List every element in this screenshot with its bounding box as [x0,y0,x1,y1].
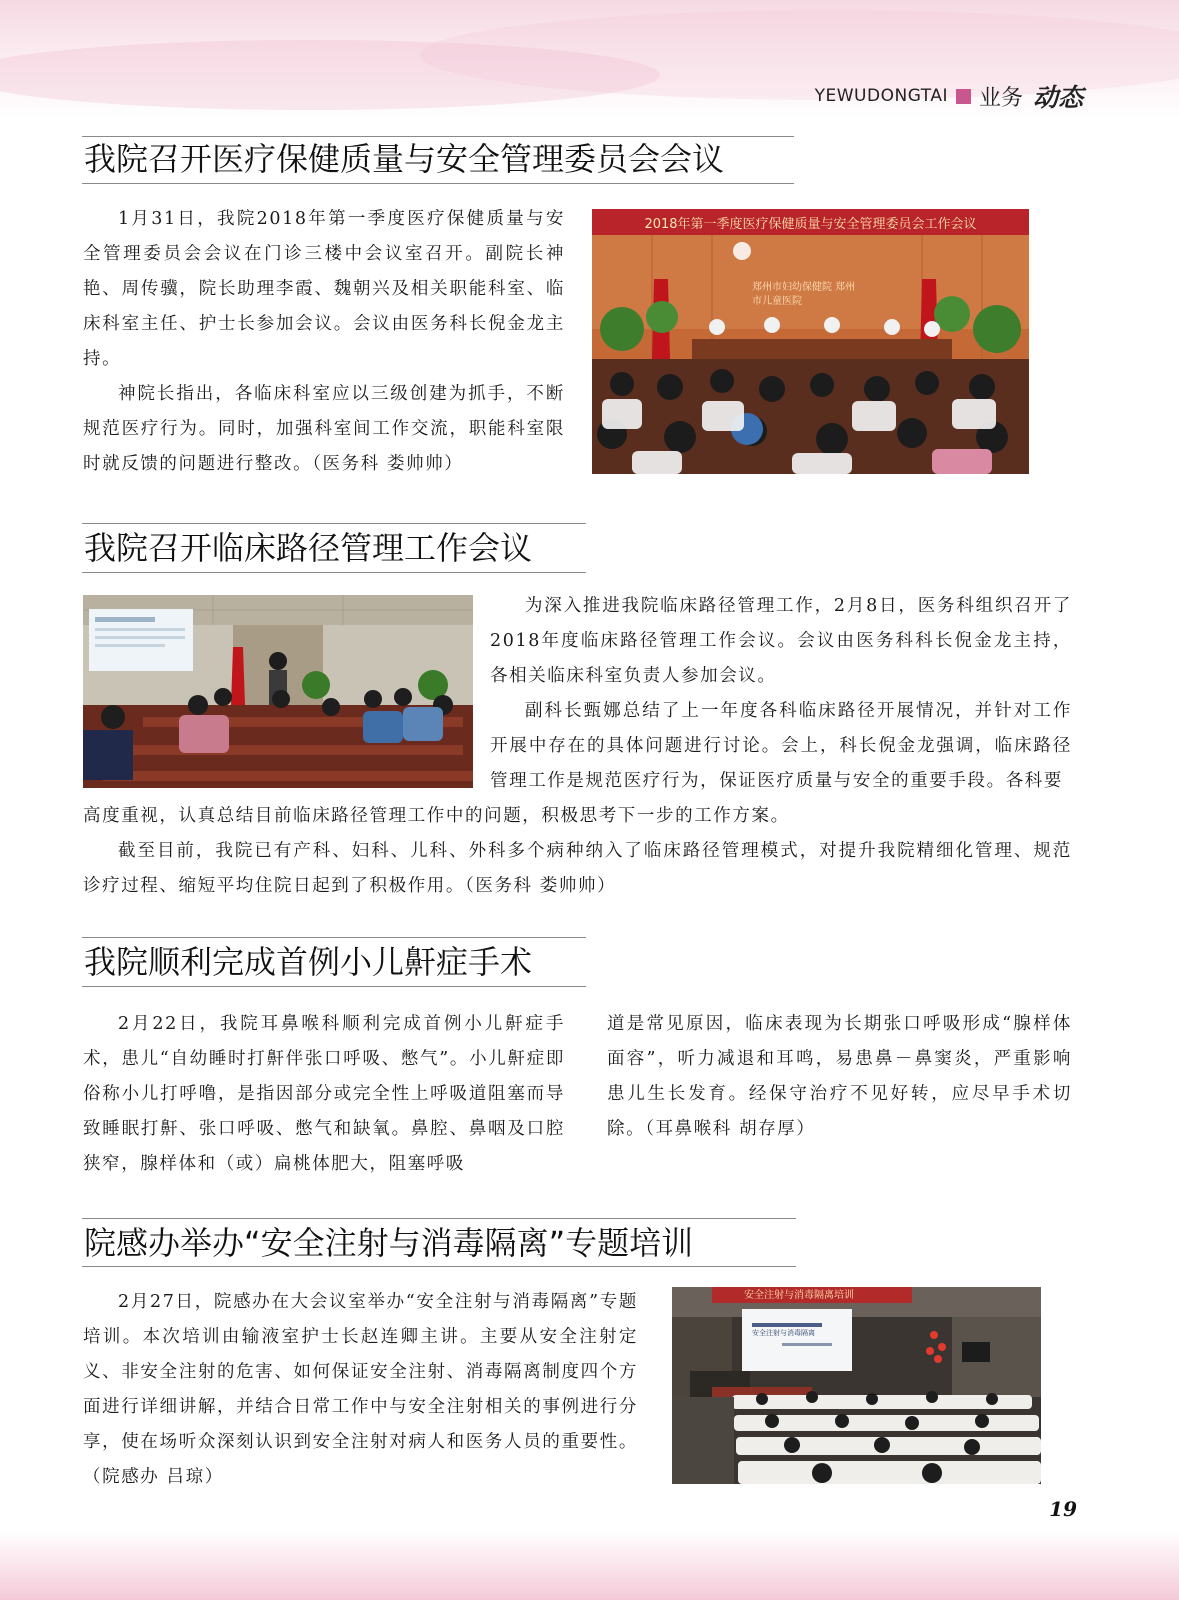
article-1-paragraph-2: 神院长指出，各临床科室应以三级创建为抓手，不断规范医疗行为。同时，加强科室间工作交流，职能科室限时就反馈的问题进行整改。（医务科 娄帅帅） [83,384,565,474]
article-1-rule-bottom [82,183,794,184]
section-header-chinese-a: 业务 [978,85,1023,111]
article-4-paragraph-1: 2月27日，院感办在大会议室举办“安全注射与消毒隔离”专题培训。本次培训由输液室护士长赵连卿主讲。主要从安全注射定义、非安全注射的危害、如何保证安全注射、消毒隔离制度四个方面进行详细讲解，并结合日常工作中与安全注射相关的事例进行分享，使在场听众深刻认识到安全注射对病人和医务人员的重要性。（院感办 吕琼） [83,1292,638,1487]
meeting-room-photo-image [83,595,473,788]
article-3-title: 我院顺利完成首例小儿鼾症手术 [84,943,533,981]
article-1-rule-top [82,136,794,137]
article-3-column-1: 2月22日，我院耳鼻喉科顺利完成首例小儿鼾症手术，患儿“自幼睡时打鼾伴张口呼吸、憋气”。小儿鼾症即俗称小儿打呼噜，是指因部分或完全性上呼吸道阻塞而导致睡眠打鼾、张口呼吸、憋气和缺氧。鼻腔、鼻咽及口腔狭窄，腺样体和（或）扁桃体肥大，阻塞呼吸 [83,1014,565,1174]
article-2-paragraph-3: 高度重视，认真总结目前临床路径管理工作中的问题，积极思考下一步的工作方案。 [83,806,790,826]
article-2-rule-top [82,523,586,524]
article-4-rule-top [82,1218,796,1219]
article-3-column-2: 道是常见原因，临床表现为长期张口呼吸形成“腺样体面容”，听力减退和耳鸣，易患鼻－鼻窦炎，严重影响患儿生长发育。经保守治疗不见好转，应尽早手术切除。（耳鼻喉科 胡存厚） [607,1014,1072,1139]
training-photo-image [672,1287,1041,1484]
article-4-title: 院感办举办“安全注射与消毒隔离”专题培训 [84,1224,694,1262]
article-4-rule-bottom [82,1266,796,1267]
section-header-latin: YEWUDONGTAI [814,86,948,106]
page-number: 19 [1049,1497,1077,1521]
training-screen-text: 安全注射与消毒隔离 [752,1329,815,1337]
training-banner-text: 安全注射与消毒隔离培训 [744,1290,854,1301]
article-2-paragraph-2: 副科长甄娜总结了上一年度各科临床路径开展情况，并针对工作开展中存在的具体问题进行讨论。会上，科长倪金龙强调，临床路径管理工作是规范医疗行为，保证医疗质量与安全的重要手段。各科要 [490,701,1072,791]
article-1-title: 我院召开医疗保健质量与安全管理委员会会议 [84,140,725,178]
article-3-rule-top [82,937,586,938]
article-2-paragraph-1: 为深入推进我院临床路径管理工作，2月8日，医务科组织召开了2018年度临床路径管理工作会议。会议由医务科科长倪金龙主持，各相关临床科室负责人参加会议。 [490,596,1072,686]
article-4-photo [672,1287,1041,1484]
article-2-paragraph-4: 截至目前，我院已有产科、妇科、儿科、外科多个病种纳入了临床路径管理模式，对提升我院精细化管理、规范诊疗过程、缩短平均住院日起到了积极作用。（医务科 娄帅帅） [83,841,1072,896]
header-square-icon [956,89,971,104]
section-header-chinese-b: 动态 [1032,83,1083,112]
article-2-photo [83,595,473,788]
article-2-rule-bottom [82,572,586,573]
article-2-title: 我院召开临床路径管理工作会议 [84,529,533,567]
section-header [815,80,1083,112]
meeting-photo-image [592,209,1029,474]
photo-banner-text: 2018年第一季度医疗保健质量与安全管理委员会工作会议 [644,216,977,232]
article-1-paragraph-1: 1月31日，我院2018年第一季度医疗保健质量与安全管理委员会会议在门诊三楼中会议室召开。副院长神艳、周传骥，院长助理李霞、魏朝兴及相关职能科室、临床科室主任、护士长参加会议。会议由医务科长倪金龙主持。 [83,209,565,369]
photo-wall-text: 郑州市妇幼保健院 郑州市儿童医院 [752,282,856,307]
article-3-rule-bottom [82,986,586,987]
article-1-photo [592,209,1029,474]
bottom-decorative-band [0,1530,1179,1600]
